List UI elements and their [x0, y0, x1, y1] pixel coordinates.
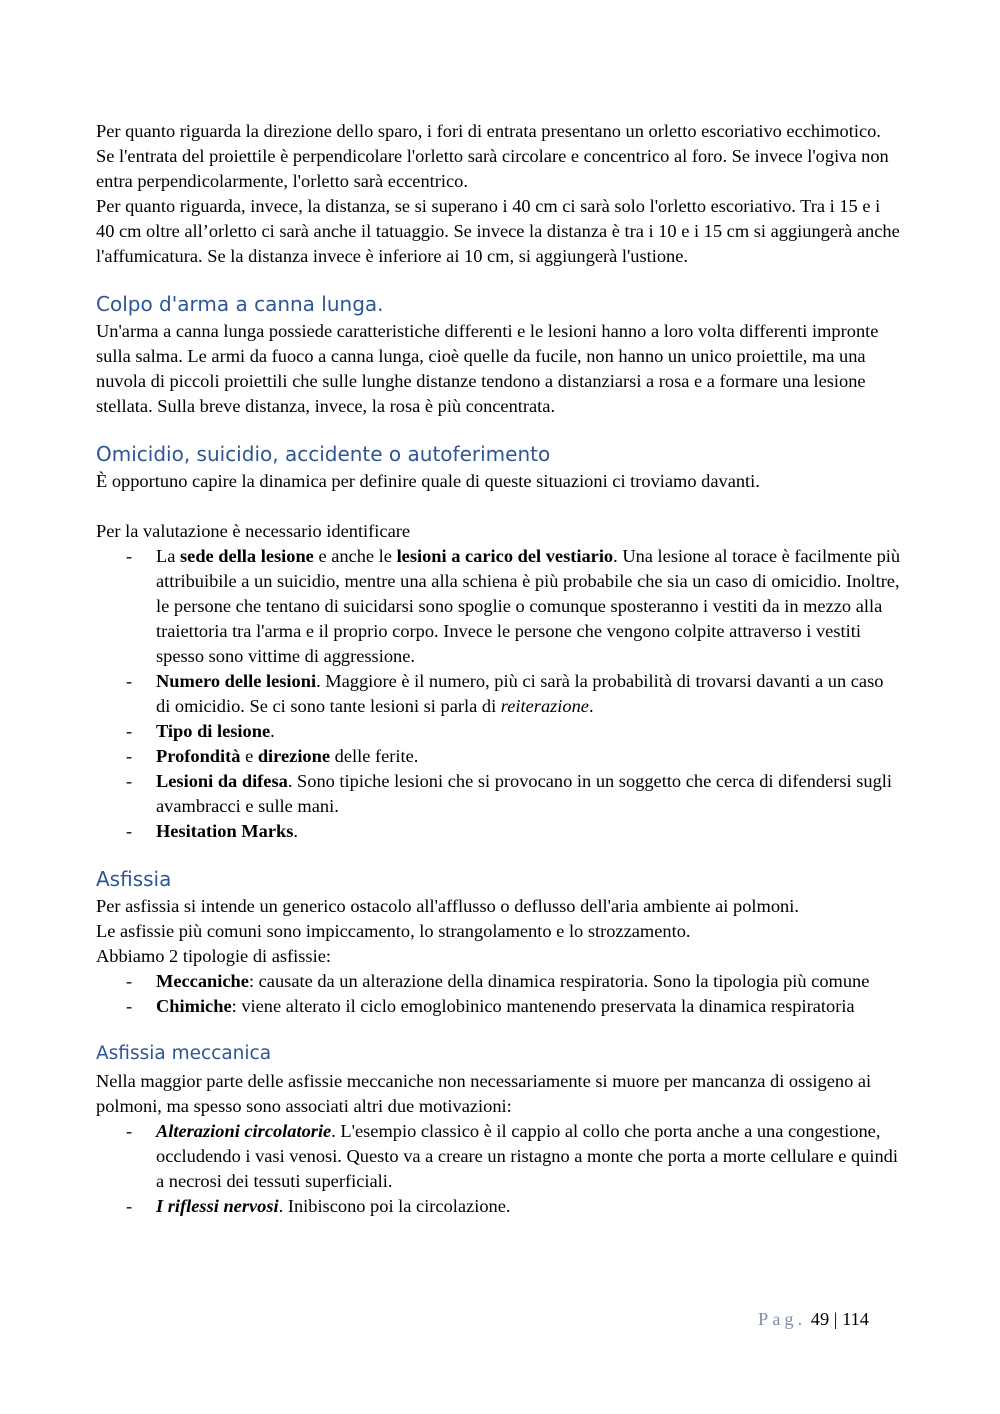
- paragraph: Per la valutazione è necessario identificare: [96, 521, 411, 541]
- dash-bullet: -: [126, 671, 133, 691]
- paragraph: Per quanto riguarda, invece, la distanza, se si superano i 40 cm ci sarà solo l'orletto escoriativo. Tra i 15 e i 40 cm oltre all’orletto ci sarà anche il tatuaggio. Se invece la distanza è tra i 10 e i 15 cm si aggiungerà anche l'affumicatura. Se la distanza invece è inferiore ai 10 cm, si aggiungerà l'ustione.: [96, 196, 900, 266]
- page-label: Pag.: [758, 1309, 807, 1329]
- dash-bullet: -: [126, 1121, 133, 1141]
- page-footer: [758, 1307, 888, 1332]
- paragraph: Per quanto riguarda la direzione dello sparo, i fori di entrata presentano un orletto escoriativo ecchimotico. Se l'entrata del proiettile è perpendicolare l'orletto sarà circolare e concentrico al foro. Se invece l'ogiva non entra perpendicolarmente, l'orletto sarà eccentrico.: [96, 121, 889, 191]
- list-item: - Chimiche: viene alterato il ciclo emoglobinico mantenendo preservata la dinamica respiratoria: [96, 994, 902, 1019]
- page-content: [96, 119, 902, 1219]
- paragraph: Nella maggior parte delle asfissie meccaniche non necessariamente si muore per mancanza di ossigeno ai polmoni, ma spesso sono associati altri due motivazioni:: [96, 1071, 872, 1116]
- list-item: - I riflessi nervosi. Inibiscono poi la circolazione.: [96, 1194, 902, 1219]
- paragraph: È opportuno capire la dinamica per definire quale di queste situazioni ci troviamo davanti.: [96, 471, 760, 491]
- blank-line: [96, 494, 902, 519]
- dash-bullet: -: [126, 971, 133, 991]
- paragraph: Un'arma a canna lunga possiede caratteristiche differenti e le lesioni hanno a loro volta differenti impronte sulla salma. Le armi da fuoco a canna lunga, cioè quelle da fucile, non hanno un unico proiettile, ma una nuvola di piccoli proiettili che sulle lunghe distanze tendono a distanziarsi a rosa e a formare una lesione stellata. Sulla breve distanza, invece, la rosa è più concentrata.: [96, 321, 879, 416]
- evaluation-list: [96, 544, 902, 844]
- dash-bullet: -: [126, 746, 133, 766]
- page-number: 49: [810, 1309, 830, 1329]
- dash-bullet: -: [126, 821, 133, 841]
- dash-bullet: -: [126, 1196, 133, 1216]
- dash-bullet: -: [126, 996, 133, 1016]
- list-item: - Profondità e direzione delle ferite.: [96, 744, 902, 769]
- list-item: - Alterazioni circolatorie. L'esempio classico è il cappio al collo che porta anche a una congestione, occludendo i vasi venosi. Questo va a creare un ristagno a monte che porta a morte cellulare e quindi a necrosi dei tessuti superficiali.: [126, 1121, 898, 1191]
- list-item: - Lesioni da difesa. Sono tipiche lesioni che si provocano in un soggetto che cerca di difendersi sugli avambracci e sulle mani.: [126, 771, 893, 816]
- dash-bullet: -: [126, 721, 133, 741]
- page-total: 114: [842, 1309, 869, 1329]
- paragraph: Per asfissia si intende un generico ostacolo all'afflusso o deflusso dell'aria ambiente ai polmoni.: [96, 896, 799, 916]
- heading-colpo-canna-lunga: Colpo d'arma a canna lunga.: [96, 292, 384, 316]
- paragraph: Abbiamo 2 tipologie di asfissie:: [96, 946, 331, 966]
- dash-bullet: -: [126, 771, 133, 791]
- page-separator: |: [829, 1309, 843, 1329]
- list-item: - La sede della lesione e anche le lesioni a carico del vestiario. Una lesione al torace è facilmente più attribuibile a un suicidio, mentre una alla schiena è più probabile che sia un caso di omicidio. Inoltre, le persone che tentano di suicidarsi sono spoglie o comunque sposteranno i vestiti da in mezzo alla traiettoria tra l'arma e il proprio corpo. Invece le persone che vengono colpite attraverso i vestiti spesso sono vittime di aggressione.: [126, 546, 901, 666]
- heading-asfissia-meccanica: Asfissia meccanica: [96, 1043, 272, 1064]
- asfissia-types-list: [96, 969, 902, 1019]
- heading-omicidio-suicidio: Omicidio, suicidio, accidente o autoferimento: [96, 442, 551, 466]
- list-item: - Meccaniche: causate da un alterazione della dinamica respiratoria. Sono la tipologia più comune: [96, 969, 902, 994]
- list-item: - Tipo di lesione.: [96, 719, 902, 744]
- list-item: - Hesitation Marks.: [96, 819, 902, 844]
- heading-asfissia: Asfissia: [96, 867, 172, 891]
- list-item: - Numero delle lesioni. Maggiore è il numero, più ci sarà la probabilità di trovarsi davanti a un caso di omicidio. Se ci sono tante lesioni si parla di reiterazione.: [126, 671, 884, 716]
- paragraph: Le asfissie più comuni sono impiccamento, lo strangolamento e lo strozzamento.: [96, 921, 691, 941]
- dash-bullet: -: [126, 546, 133, 566]
- asfissia-meccanica-list: [96, 1119, 902, 1219]
